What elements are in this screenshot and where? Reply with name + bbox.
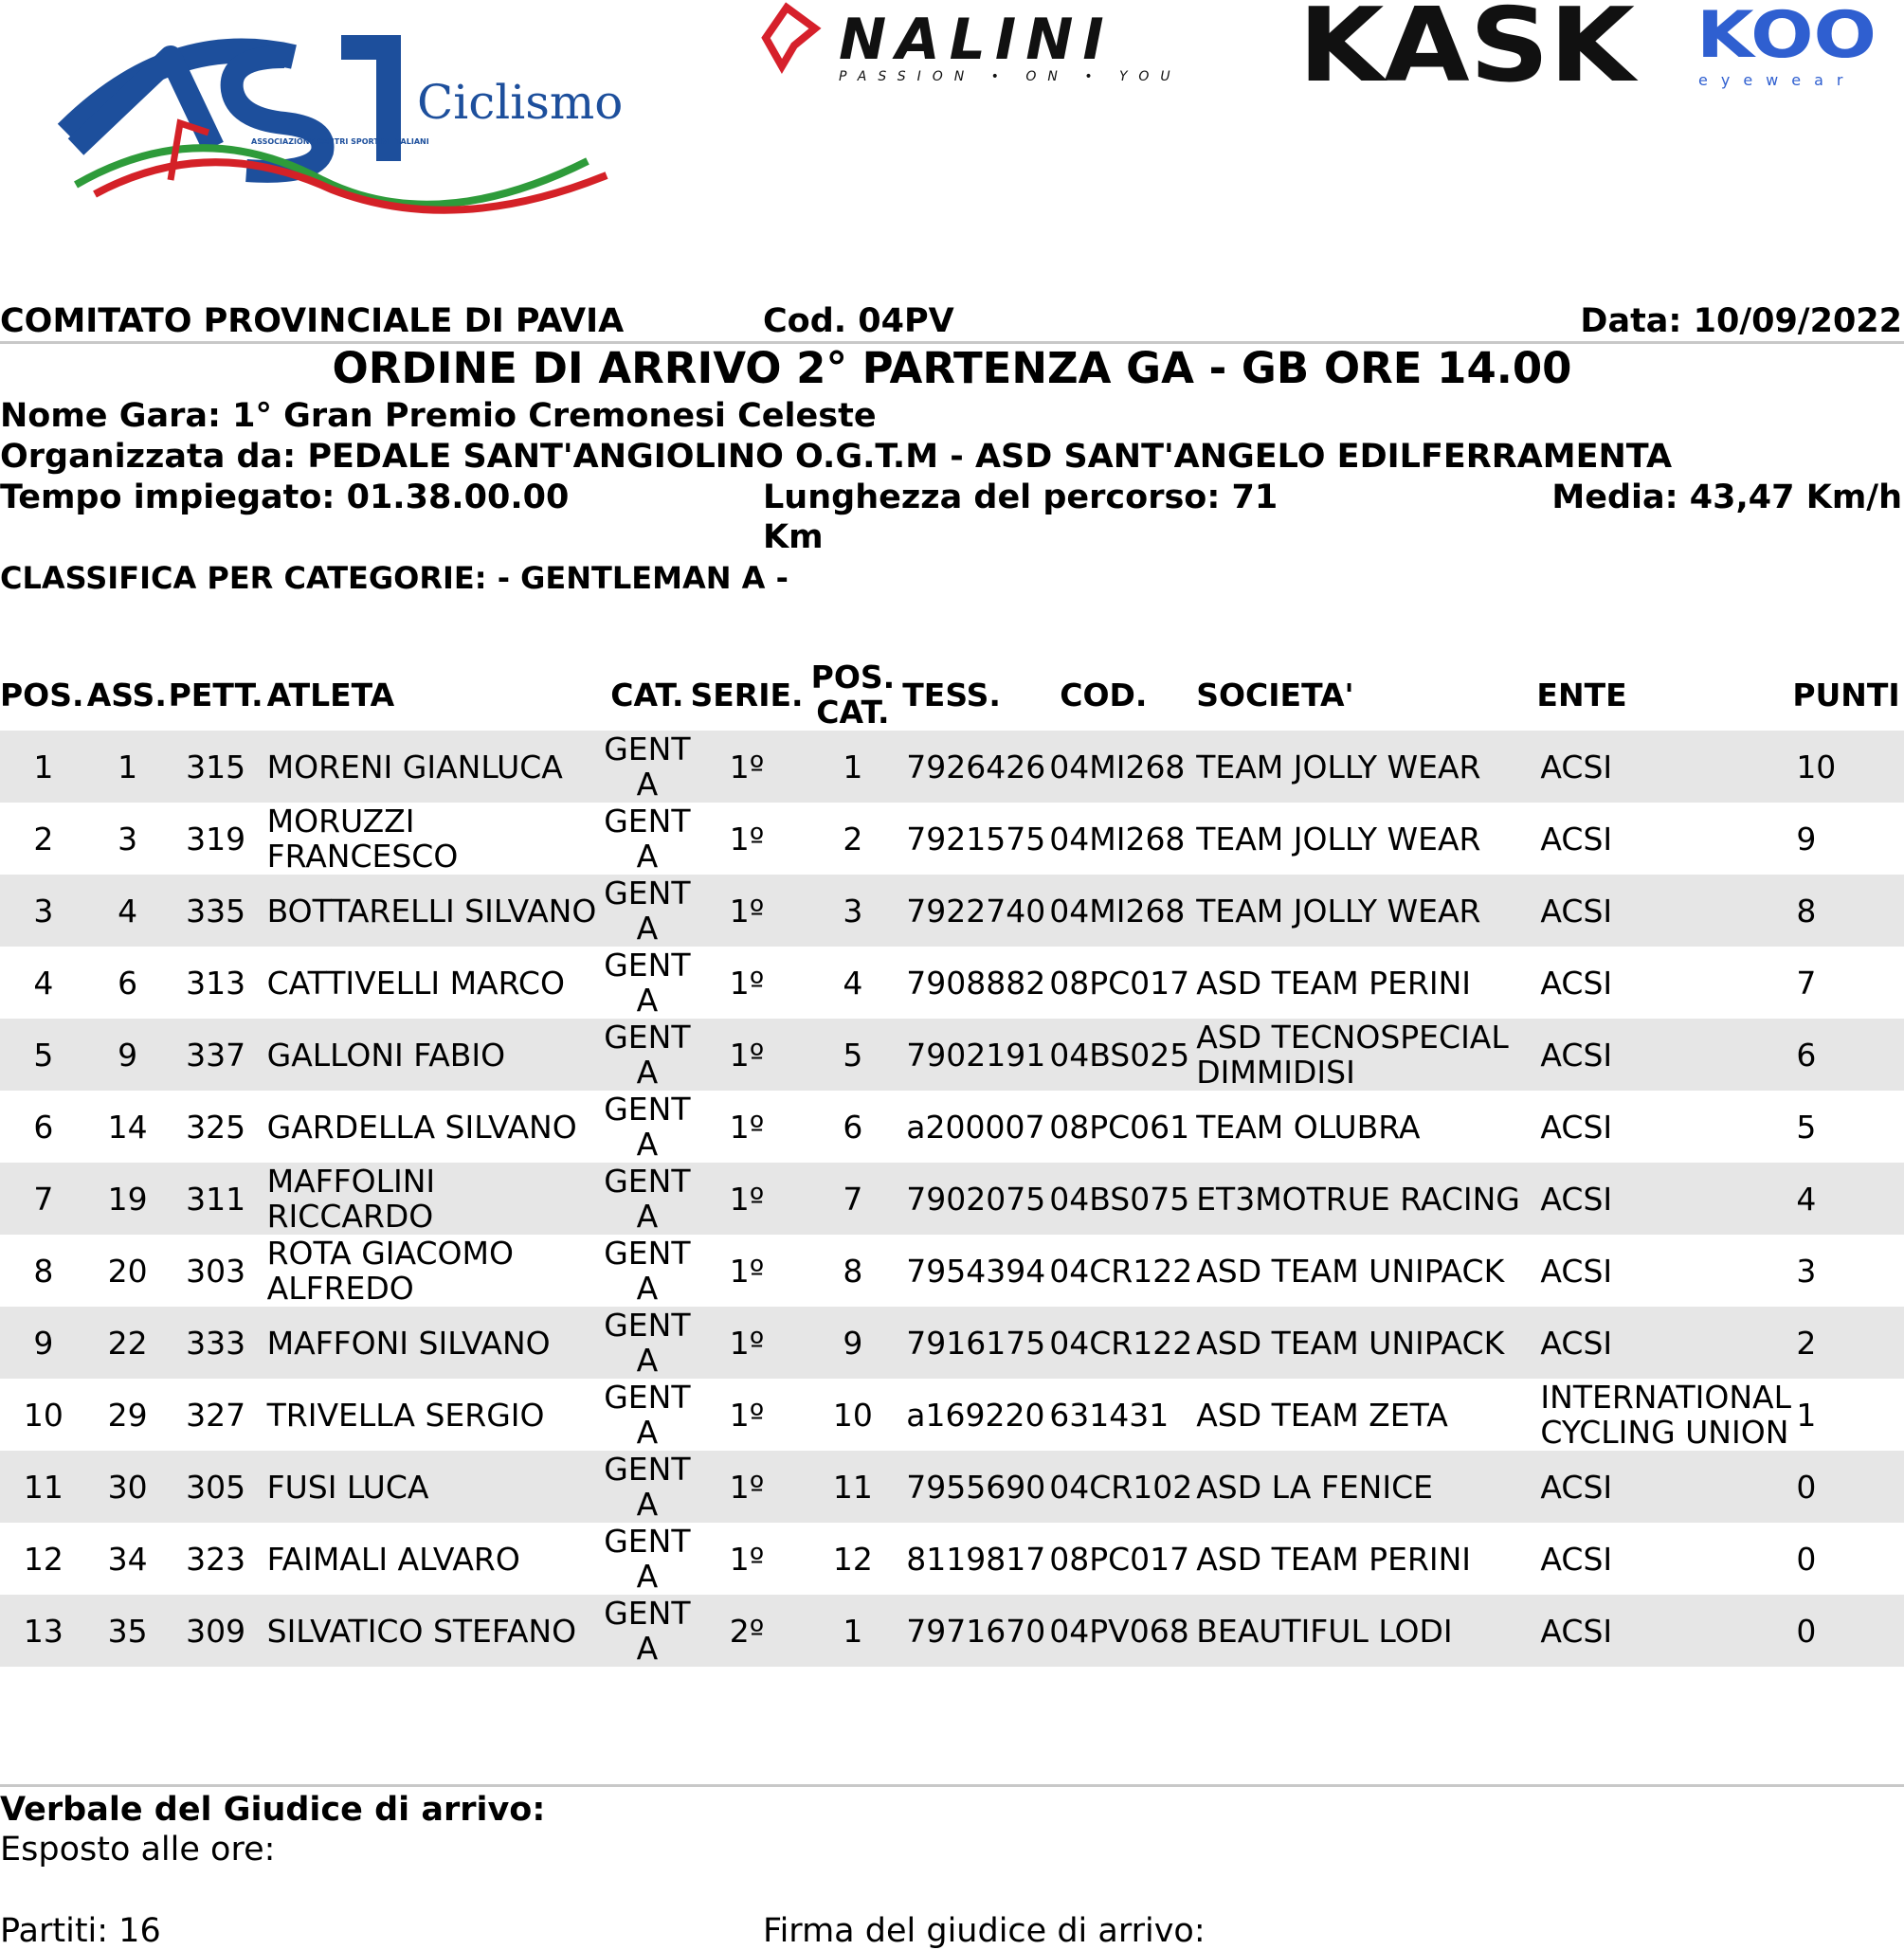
result-license: 7926426 [906,748,1046,785]
result-club-code: 08PC017 [1049,964,1190,1002]
result-club-code: 04CR122 [1049,1324,1193,1362]
col-header-tess: TESS. [902,676,1001,713]
table-row [0,1595,1904,1667]
result-pett: 303 [186,1252,246,1290]
course-length-value: Lunghezza del percorso: 71 [763,478,1278,516]
result-license: 7908882 [906,964,1046,1002]
result-category-position: 1 [843,1612,863,1650]
result-ass: 14 [107,1108,148,1146]
result-athlete: TRIVELLA SERGIO [266,1396,545,1434]
kask-wordmark: KASK [1298,0,1639,85]
result-series: 2º [729,1612,765,1650]
judge-signature-label: Firma del giudice di arrivo: [763,1912,1206,1950]
col-header-serie: SERIE. [690,676,804,713]
result-pos: 9 [33,1324,54,1362]
result-club-code: 04CR102 [1049,1468,1193,1506]
result-club: TEAM JOLLY WEAR [1196,820,1481,858]
result-pett: 337 [186,1036,246,1074]
result-category: GENT A [604,1091,691,1163]
table-row [0,803,1904,875]
result-club: ASD LA FENICE [1196,1468,1433,1506]
result-pett: 313 [186,964,246,1002]
col-header-poscat-line2: CAT. [816,694,890,731]
result-pos: 7 [33,1180,54,1218]
result-ass: 6 [118,964,138,1002]
result-series: 1º [729,1540,765,1578]
result-points: 6 [1796,1036,1817,1074]
result-category: GENT A [604,1379,691,1451]
result-category: GENT A [604,947,691,1019]
result-pett: 335 [186,892,246,930]
result-club-code: 04MI268 [1049,892,1186,930]
result-pett: 309 [186,1612,246,1650]
course-length-unit: Km [763,518,824,556]
result-category: GENT A [604,1163,691,1235]
result-organization: ACSI [1540,1324,1613,1362]
result-points: 7 [1796,964,1817,1002]
result-category-position: 10 [832,1396,873,1434]
result-category-position: 2 [843,820,863,858]
table-row [0,1091,1904,1163]
result-athlete: MORENI GIANLUCA [266,748,563,785]
result-points: 2 [1796,1324,1817,1362]
result-points: 4 [1796,1180,1817,1218]
result-license: 7916175 [906,1324,1046,1362]
acsi-ciclismo-text: Ciclismo [417,75,624,130]
table-row [0,1379,1904,1451]
nalini-wordmark: NALINI [839,7,1114,73]
result-series: 1º [729,1180,765,1218]
table-row [0,731,1904,803]
result-pos: 10 [23,1396,63,1434]
result-pett: 311 [186,1180,246,1218]
table-row [0,947,1904,1019]
result-category: GENT A [604,1307,691,1379]
result-points: 1 [1796,1396,1817,1434]
result-athlete: MAFFOLINI RICCARDO [266,1163,436,1235]
nalini-tagline: PASSION • ON • YOU [839,69,1182,84]
col-header-punti: PUNTI [1792,676,1900,713]
result-license: a200007 [906,1108,1045,1146]
result-pos: 1 [33,748,54,785]
result-pos: 8 [33,1252,54,1290]
result-athlete: MAFFONI SILVANO [266,1324,551,1362]
result-category: GENT A [604,1451,691,1523]
result-club: ASD TECNOSPECIAL DIMMIDISI [1196,1019,1509,1091]
result-category-position: 7 [843,1180,863,1218]
result-series: 1º [729,1324,765,1362]
result-club: ASD TEAM UNIPACK [1196,1324,1505,1362]
elapsed-time: Tempo impiegato: 01.38.00.00 [0,478,570,516]
col-header-ente: ENTE [1536,676,1627,713]
result-category-position: 11 [832,1468,873,1506]
result-category: GENT A [604,803,691,875]
race-organizer: Organizzata da: PEDALE SANT'ANGIOLINO O.G.T.M - ASD SANT'ANGELO EDILFERRAMENTA [0,438,1673,476]
result-ass: 22 [107,1324,148,1362]
result-category-position: 6 [843,1108,863,1146]
result-pett: 315 [186,748,246,785]
result-license: 7954394 [906,1252,1046,1290]
table-row [0,1163,1904,1235]
result-club: ASD TEAM PERINI [1196,1540,1472,1578]
result-license: 8119817 [906,1540,1046,1578]
ranking-category: CLASSIFICA PER CATEGORIE: - GENTLEMAN A - [0,560,789,596]
page-title: ORDINE DI ARRIVO 2° PARTENZA GA - GB ORE 14.00 [332,343,1572,393]
result-ass: 9 [118,1036,138,1074]
result-organization: ACSI [1540,748,1613,785]
koo-eyewear-logo [1696,0,1886,90]
average-speed: Media: 43,47 Km/h [1551,478,1902,516]
result-pett: 333 [186,1324,246,1362]
result-club-code: 631431 [1049,1396,1170,1434]
result-athlete: CATTIVELLI MARCO [266,964,565,1002]
result-organization: ACSI [1540,1252,1613,1290]
result-club-code: 04CR122 [1049,1252,1193,1290]
table-row [0,1307,1904,1379]
result-pett: 327 [186,1396,246,1434]
col-header-ass: ASS. [86,676,167,713]
result-club: TEAM JOLLY WEAR [1196,892,1481,930]
result-series: 1º [729,1108,765,1146]
result-license: 7955690 [906,1468,1046,1506]
result-club-code: 04MI268 [1049,748,1186,785]
result-license: 7971670 [906,1612,1046,1650]
result-pett: 319 [186,820,246,858]
result-athlete: FAIMALI ALVARO [266,1540,520,1578]
result-organization: ACSI [1540,964,1613,1002]
result-club: TEAM OLUBRA [1196,1108,1421,1146]
table-row [0,1235,1904,1307]
result-athlete: FUSI LUCA [266,1468,429,1506]
result-athlete: BOTTARELLI SILVANO [266,892,597,930]
result-club-code: 04BS025 [1049,1036,1190,1074]
result-series: 1º [729,1468,765,1506]
result-ass: 1 [118,748,138,785]
result-pos: 11 [23,1468,63,1506]
result-points: 0 [1796,1612,1817,1650]
col-header-cat: CAT. [610,676,684,713]
result-club-code: 04MI268 [1049,820,1186,858]
col-header-cod: COD. [1060,676,1148,713]
result-pos: 12 [23,1540,63,1578]
race-name: Nome Gara: 1° Gran Premio Cremonesi Celeste [0,397,877,435]
result-club: ASD TEAM PERINI [1196,964,1472,1002]
result-series: 1º [729,1252,765,1290]
result-ass: 19 [107,1180,148,1218]
race-date: Data: 10/09/2022 [1580,302,1902,340]
result-club: BEAUTIFUL LODI [1196,1612,1453,1650]
result-category-position: 12 [832,1540,873,1578]
result-pett: 323 [186,1540,246,1578]
result-license: 7921575 [906,820,1046,858]
result-category: GENT A [604,1235,691,1307]
result-athlete: ROTA GIACOMO ALFREDO [266,1235,514,1307]
result-category-position: 9 [843,1324,863,1362]
kask-logo [1298,0,1640,85]
footer-divider [0,1784,1904,1787]
results-body [0,731,1904,1667]
result-series: 1º [729,748,765,785]
result-club: ASD TEAM ZETA [1196,1396,1448,1434]
result-license: 7902191 [906,1036,1046,1074]
result-club-code: 04BS075 [1049,1180,1190,1218]
result-pos: 6 [33,1108,54,1146]
result-club-code: 08PC061 [1049,1108,1190,1146]
result-athlete: GARDELLA SILVANO [266,1108,577,1146]
acsi-tagline: ASSOCIAZIONE CENTRI SPORTIVI ITALIANI [251,137,429,146]
result-club-code: 04PV068 [1049,1612,1189,1650]
nalini-logo [758,0,1204,85]
result-series: 1º [729,1036,765,1074]
result-points: 9 [1796,820,1817,858]
result-points: 5 [1796,1108,1817,1146]
result-category-position: 5 [843,1036,863,1074]
result-organization: INTERNATIONAL CYCLING UNION [1540,1379,1791,1451]
result-organization: ACSI [1540,1036,1613,1074]
table-header-row [0,659,1904,731]
result-series: 1º [729,820,765,858]
result-organization: ACSI [1540,1612,1613,1650]
result-organization: ACSI [1540,1468,1613,1506]
result-pett: 305 [186,1468,246,1506]
col-header-atleta: ATLETA [266,676,395,713]
koo-wordmark: KOO [1696,0,1877,73]
posted-time-label: Esposto alle ore: [0,1831,276,1869]
result-ass: 30 [107,1468,148,1506]
result-points: 0 [1796,1468,1817,1506]
result-license: 7922740 [906,892,1046,930]
table-row [0,1523,1904,1595]
col-header-societa: SOCIETA' [1196,676,1354,713]
result-points: 0 [1796,1540,1817,1578]
acsi-ciclismo-logo [57,19,626,218]
result-category: GENT A [604,875,691,947]
result-ass: 20 [107,1252,148,1290]
starters-count: Partiti: 16 [0,1912,161,1950]
result-ass: 3 [118,820,138,858]
result-pos: 2 [33,820,54,858]
table-row [0,1451,1904,1523]
result-organization: ACSI [1540,1180,1613,1218]
result-ass: 34 [107,1540,148,1578]
result-points: 10 [1796,748,1837,785]
result-series: 1º [729,964,765,1002]
committee-name: COMITATO PROVINCIALE DI PAVIA [0,302,625,340]
result-ass: 4 [118,892,138,930]
result-license: a169220 [906,1396,1045,1434]
table-row [0,875,1904,947]
result-category: GENT A [604,1595,691,1667]
result-organization: ACSI [1540,820,1613,858]
results-table [0,659,1904,1667]
col-header-poscat [804,659,903,731]
course-length [763,478,1278,557]
result-category-position: 8 [843,1252,863,1290]
result-category: GENT A [604,731,691,803]
result-pos: 3 [33,892,54,930]
result-club: TEAM JOLLY WEAR [1196,748,1481,785]
result-pos: 5 [33,1036,54,1074]
result-pos: 13 [23,1612,63,1650]
result-organization: ACSI [1540,892,1613,930]
result-athlete: MORUZZI FRANCESCO [266,803,459,875]
result-category-position: 1 [843,748,863,785]
result-pett: 325 [186,1108,246,1146]
result-license: 7902075 [906,1180,1046,1218]
col-header-poscat-line1: POS. [810,659,896,695]
result-athlete: GALLONI FABIO [266,1036,506,1074]
col-header-pos: POS. [0,676,84,713]
result-category: GENT A [604,1523,691,1595]
table-row [0,1019,1904,1091]
koo-tagline: eyewear [1698,71,1857,89]
col-header-pett: PETT. [168,676,263,713]
result-club: ET3MOTRUE RACING [1196,1180,1520,1218]
result-organization: ACSI [1540,1540,1613,1578]
result-ass: 35 [107,1612,148,1650]
result-athlete: SILVATICO STEFANO [266,1612,577,1650]
result-points: 3 [1796,1252,1817,1290]
result-club-code: 08PC017 [1049,1540,1190,1578]
committee-code: Cod. 04PV [763,302,954,340]
result-pos: 4 [33,964,54,1002]
judge-report-label: Verbale del Giudice di arrivo: [0,1791,546,1829]
result-points: 8 [1796,892,1817,930]
result-ass: 29 [107,1396,148,1434]
result-club: ASD TEAM UNIPACK [1196,1252,1505,1290]
result-organization: ACSI [1540,1108,1613,1146]
result-category-position: 3 [843,892,863,930]
result-series: 1º [729,892,765,930]
result-category: GENT A [604,1019,691,1091]
result-series: 1º [729,1396,765,1434]
result-category-position: 4 [843,964,863,1002]
